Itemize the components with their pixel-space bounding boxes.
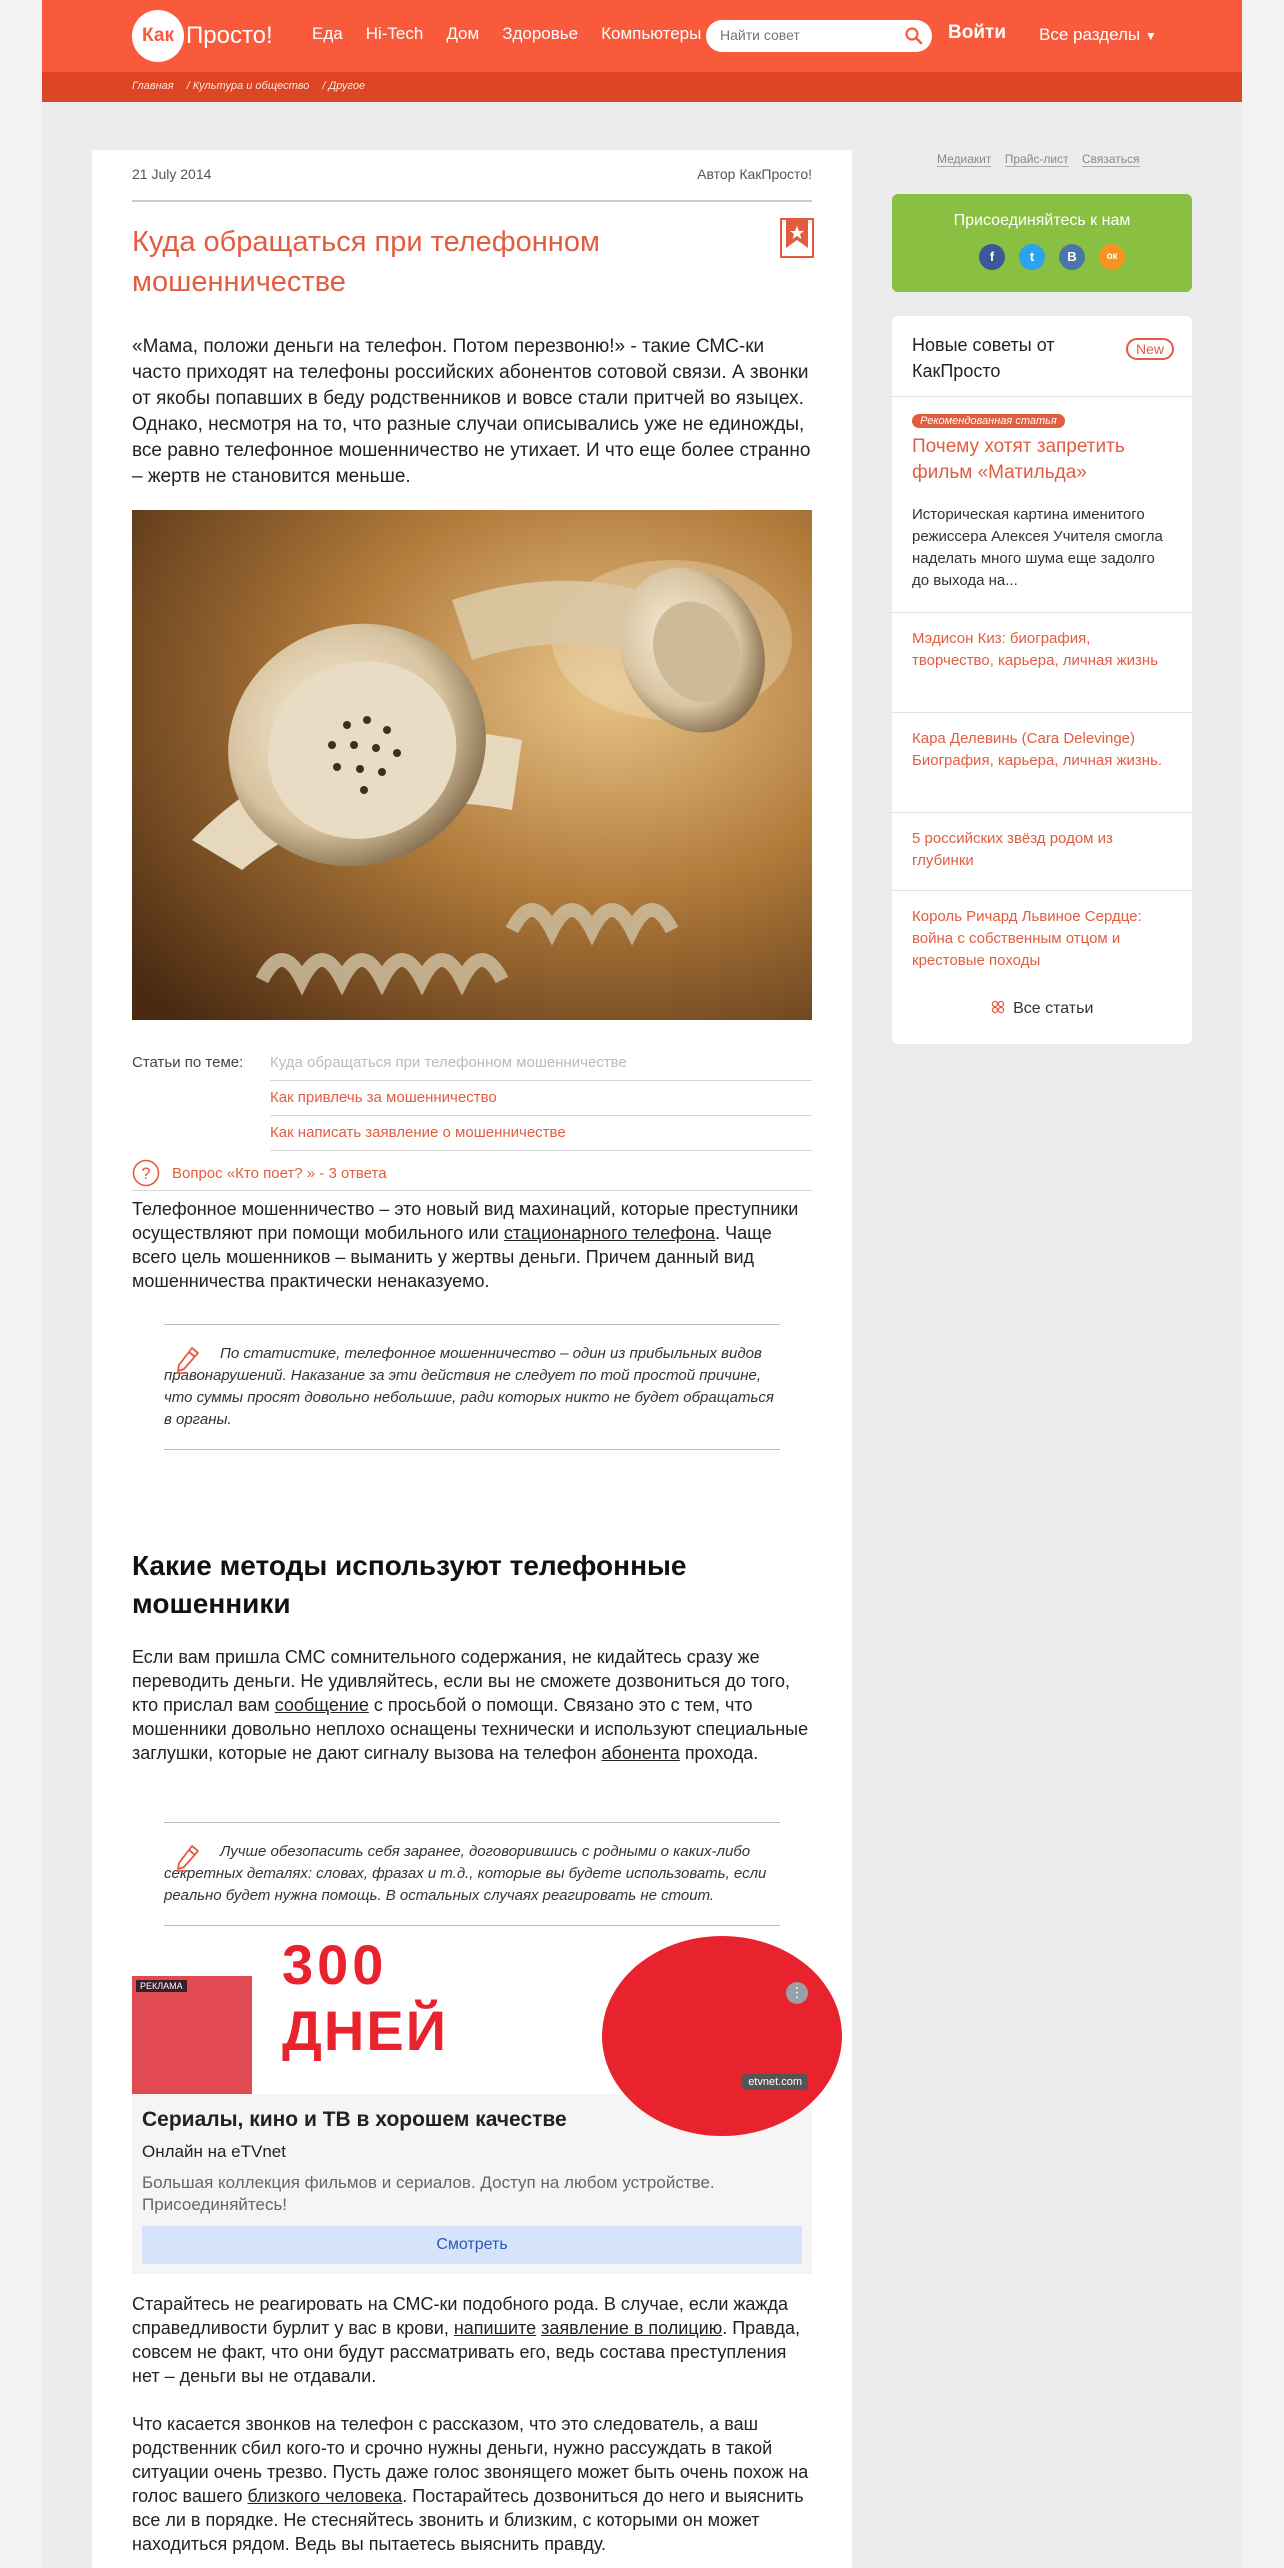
site-logo[interactable] (132, 10, 273, 62)
text-run: Телефонное мошенничество – это новый вид махинаций, которые преступники осуществляют при помощи мобильного или (132, 1199, 799, 1243)
text-run: с просьбой о помощи. Связано это с тем, что мошенники довольно неплохо оснащены технически и используют специальные заглушки, которые не дают сигналу вызова на телефон (132, 1695, 809, 1763)
pencil-icon (174, 1345, 202, 1375)
search-input[interactable] (718, 26, 902, 44)
logo-text: Просто! (186, 22, 273, 49)
text-run: Что касается звонков на телефон с рассказом, что это следователь, а ваш родственник сбил кого-то и срочно нужны деньги, нужно рассуждать в такой ситуации очень трезво. Пусть даже голос звонящего может быть очень похож на голос вашего (132, 2414, 809, 2506)
paragraph (132, 1645, 814, 1765)
nav-item-food[interactable]: Еда (312, 24, 343, 43)
ad-subtitle: Онлайн на eTVnet (142, 2142, 286, 2161)
tip-text: По статистике, телефонное мошенничество – один из прибыльных видов правонарушений. Наказание за эти действия не следует по той простой причине, что суммы просят довольно небольшие, ради которых никто не будет обращаться в органы. (164, 1345, 774, 1428)
text-run: . Постарайтесь дозвониться до него и выяснить все ли в порядке. Не стесняйтесь звонить и близким, с которыми он может находиться рядом. Ведь вы пытаетесь выяснить правду. (132, 2486, 804, 2554)
telephone-handset-image (132, 510, 812, 1020)
ad-description: Большая коллекция фильмов и сериалов. Доступ на любом устройстве. Присоединяйтесь! (142, 2173, 715, 2214)
article-lead: «Мама, положи деньги на телефон. Потом перезвоню!» - такие СМС-ки часто приходят на телефоны российских абонентов сотовой связи. А звонки от якобы попавших в беду родственников и вовсе стали притчей во языцех. Однако, несмотря на то, что разные случаи описывались уже не единожды, все равно телефонное мошенничество не утихает. И что еще более странно – жертв не становится меньше. (132, 336, 811, 487)
sidebar-article-link[interactable]: 5 российских звёзд родом из глубинки (912, 830, 1113, 869)
text-run: . Чаще всего цель мошенников – выманить у жертвы деньги. Причем данный вид мошенничества практически ненаказуемо. (132, 1223, 772, 1291)
ad-banner-red-block (132, 1976, 252, 2094)
related-article-link[interactable]: Как написать заявление о мошенничестве (270, 1116, 812, 1151)
inline-link[interactable]: абонента (601, 1743, 680, 1763)
svg-text:?: ? (141, 1164, 151, 1183)
ad-label: РЕКЛАМА (136, 1980, 187, 1992)
breadcrumb-home[interactable]: Главная (132, 80, 174, 92)
ad-banner-headline: ДНЕЙ (282, 1999, 448, 2062)
related-article-current: Куда обращаться при телефонном мошенничестве (270, 1046, 812, 1081)
grid-icon (991, 1000, 1005, 1014)
all-sections-label: Все разделы (1039, 25, 1141, 44)
paragraph (132, 2412, 814, 2556)
breadcrumb-other[interactable]: / Другое (322, 80, 366, 92)
recommended-badge: Рекомендованная статья (912, 414, 1065, 428)
nav-item-hitech[interactable]: Hi-Tech (365, 24, 424, 43)
logo-circle: Как (132, 10, 184, 62)
ad-banner-number: 300 (282, 1933, 388, 1996)
chevron-down-icon: ▼ (1144, 29, 1157, 43)
all-sections-menu[interactable] (1039, 25, 1157, 45)
paragraph (132, 1197, 814, 1293)
odnoklassniki-icon[interactable]: ок (1099, 244, 1125, 270)
social-join-box (892, 194, 1192, 292)
paragraph (132, 2292, 814, 2388)
breadcrumb-culture[interactable]: / Культура и общество (186, 80, 310, 92)
new-badge: New (1126, 338, 1174, 360)
text-run: . Правда, совсем не факт, что они будут рассматривать его, ведь состава преступления нет – деньги вы не отдавали. (132, 2318, 801, 2386)
new-tips-title: Новые советы от КакПросто (912, 335, 1055, 381)
inline-link[interactable]: стационарного телефона (503, 1223, 716, 1243)
divider (892, 396, 1192, 397)
recommended-article-desc: Историческая картина именитого режиссера Алексея Учителя смогла наделать много шума еще задолго до выхода на... (912, 506, 1163, 589)
ad-title[interactable]: Сериалы, кино и ТВ в хорошем качестве (142, 2108, 567, 2131)
divider (132, 200, 812, 202)
article-author[interactable]: Автор КакПросто! (697, 166, 812, 182)
ad-watch-button[interactable]: Смотреть (142, 2226, 802, 2264)
tip-note (164, 1822, 780, 1926)
ad-banner[interactable] (132, 1933, 812, 2094)
page (42, 0, 1242, 2568)
divider (892, 712, 1192, 713)
more-options-icon[interactable]: ⋮ (786, 1982, 808, 2004)
main-nav (312, 24, 724, 44)
facebook-icon[interactable]: f (979, 244, 1005, 270)
text-run: Если вам пришла СМС сомнительного содержания, не кидайтесь сразу же переводить деньги. Не удивляйтесь, если вы не сможете дозвониться до того, кто прислал вам (132, 1647, 791, 1715)
inline-link[interactable]: сообщение (274, 1695, 369, 1715)
related-article-link[interactable]: Как привлечь за мошенничество (270, 1081, 812, 1116)
advertisement[interactable] (132, 1933, 812, 2274)
article-column (92, 150, 852, 2568)
utility-links (937, 152, 1150, 166)
page-title: Куда обращаться при телефонном мошенничестве (132, 226, 600, 298)
recommended-article-title[interactable]: Почему хотят запретить фильм «Матильда» (912, 436, 1125, 483)
all-articles-label: Все статьи (1013, 1000, 1094, 1017)
nav-item-computers[interactable]: Компьютеры (601, 24, 702, 43)
article-photo (132, 510, 812, 1020)
divider (892, 612, 1192, 613)
sidebar-article-link[interactable]: Кара Делевинь (Cara Delevinge) Биография, карьера, личная жизнь. (912, 730, 1163, 769)
tip-note (164, 1324, 780, 1450)
pencil-icon (174, 1843, 202, 1873)
login-button[interactable]: Войти (948, 22, 1006, 43)
sidebar-article-link[interactable]: Мэдисон Киз: биография, творчество, карьера, личная жизнь (912, 630, 1159, 669)
divider (892, 812, 1192, 813)
question-link[interactable] (132, 1156, 812, 1191)
question-icon (132, 1159, 160, 1187)
divider (892, 890, 1192, 891)
section-heading: Какие методы используют телефонные мошенники (132, 1550, 687, 1619)
pricelist-link[interactable]: Прайс-лист (1004, 152, 1069, 166)
twitter-icon[interactable]: t (1019, 244, 1045, 270)
ad-domain[interactable]: etvnet.com (742, 2074, 808, 2090)
join-title: Присоединяйтесь к нам (953, 212, 1131, 229)
question-text: Вопрос «Кто поет? » - 3 ответа (172, 1164, 387, 1182)
text-run: Старайтесь не реагировать на СМС-ки подобного рода. В случае, если жажда справедливости бурлит у вас в крови, (132, 2294, 788, 2338)
nav-item-home[interactable]: Дом (446, 24, 480, 43)
article-date: 21 July 2014 (132, 166, 212, 182)
related-articles-list (270, 1046, 812, 1151)
bookmark-icon[interactable] (780, 218, 814, 258)
contact-link[interactable]: Связаться (1081, 152, 1140, 166)
mediakit-link[interactable]: Медиакит (937, 152, 992, 166)
inline-link[interactable]: заявление в полицию (541, 2318, 723, 2338)
sidebar-article-link[interactable]: Король Ричард Львиное Сердце: война с собственным отцом и крестовые походы (912, 908, 1142, 969)
all-articles-link[interactable] (892, 1000, 1192, 1018)
ad-banner-red-circle (602, 1936, 842, 2136)
search-icon[interactable] (904, 26, 924, 46)
vk-icon[interactable]: В (1059, 244, 1085, 270)
social-icons (972, 244, 1132, 270)
tip-text: Лучше обезопасить себя заранее, договорившись с родными о каких-либо секретных деталях: словах, фразах и т.д., которые вы будете использовать, если реально будет нужна помощь. В остальных случаях реагировать не стоит. (164, 1843, 767, 1904)
breadcrumb (132, 80, 375, 92)
inline-link[interactable]: напишите (453, 2318, 537, 2338)
inline-link[interactable]: близкого человека (247, 2486, 403, 2506)
related-articles-label: Статьи по теме: (132, 1054, 244, 1071)
text-run: прохода. (679, 1743, 759, 1763)
new-tips-panel (892, 316, 1192, 1044)
nav-item-health[interactable]: Здоровье (502, 24, 579, 43)
breadcrumb-bar (42, 72, 1242, 102)
site-header (42, 0, 1242, 72)
search-box (706, 20, 932, 52)
